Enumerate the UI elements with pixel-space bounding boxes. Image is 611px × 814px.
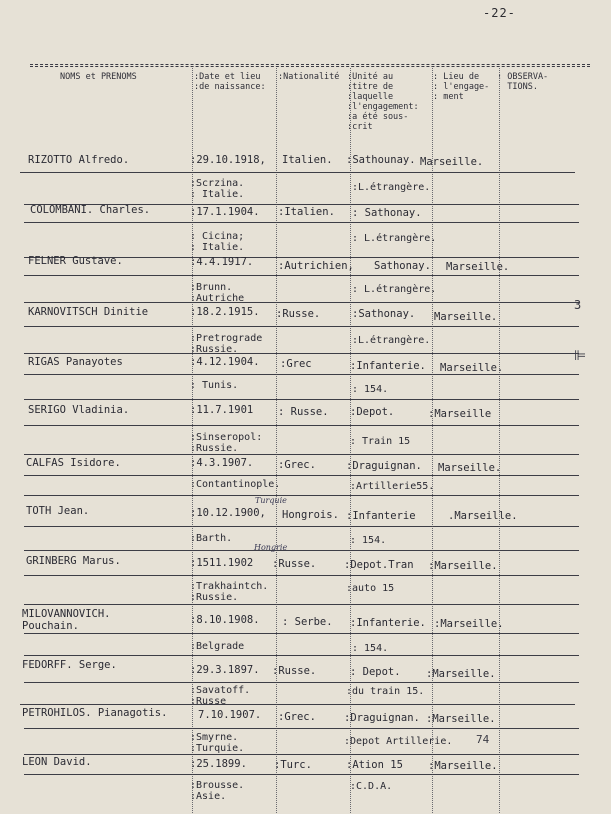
page-number: -22- [483, 6, 516, 20]
record-nationality: :Grec. [278, 459, 316, 471]
record-unit-detail: :C.D.A. [350, 781, 393, 792]
record-birthplace: :Brousse. :Asie. [190, 780, 245, 802]
record-unit-detail: :du train 15. [346, 686, 425, 697]
record-unit-detail: : L.étrangère. [352, 284, 437, 295]
record-unit-detail: :L.étrangère. [352, 182, 431, 193]
record-unit-detail: : 154. [352, 384, 389, 395]
record-birthplace: :Belgrade [190, 641, 245, 652]
record-location: Marseille. [438, 462, 502, 474]
record-name: RIGAS Panayotes [28, 356, 123, 368]
handwritten-annotation: Hongrie [254, 543, 288, 552]
record-date: :4.12.1904. [190, 356, 260, 368]
row-rule [20, 172, 575, 173]
record-unit-detail: :Artillerie55. [350, 481, 435, 492]
record-date: :8.10.1908. [190, 614, 260, 626]
record-nationality: Hongrois. [282, 509, 339, 521]
record-nationality: :Russe. [272, 665, 317, 677]
record-name: TOTH Jean. [26, 505, 90, 517]
record-unit: :Depot. [350, 406, 395, 418]
record-name: CALFAS Isidore. [26, 457, 121, 469]
row-rule [24, 754, 579, 755]
record-name: LEON David. [22, 756, 92, 768]
record-name: RIZOTTO Alfredo. [28, 154, 130, 166]
row-rule [24, 275, 579, 276]
row-rule [24, 425, 579, 426]
record-birthplace: : Tunis. [190, 380, 239, 391]
record-unit-detail: :auto 15 [346, 583, 395, 594]
record-name: GRINBERG Marus. [26, 555, 121, 567]
record-unit: :Draguignan. [344, 712, 420, 724]
record-birthplace: :Pretrograde :Russie. [190, 333, 263, 355]
record-unit: : Sathonay. [352, 207, 422, 219]
record-unit-detail: : 154. [352, 643, 389, 654]
record-name: KARNOVITSCH Dinitie [28, 306, 149, 318]
record-unit: :Infanterie. [350, 360, 426, 372]
record-location: Marseille. [440, 362, 504, 374]
column-separator [499, 68, 500, 813]
header-name: NOMS et PRENOMS [60, 72, 137, 82]
record-date: :11.7.1901 [190, 404, 254, 416]
record-date: :29.10.1918, [190, 154, 266, 166]
record-date: :4.3.1907. [190, 457, 254, 469]
row-rule [20, 704, 575, 705]
record-nationality: :Russe. [276, 308, 321, 320]
record-date: :4.4.1917. [190, 256, 254, 268]
record-nationality: : Russe. [278, 406, 329, 418]
record-unit: :Draguignan. [346, 460, 422, 472]
record-unit: :Sathounay. [346, 154, 416, 166]
row-rule [24, 575, 579, 576]
record-name: FEDORFF. Serge. [22, 659, 117, 671]
record-name: MILOVANNOVICH. Pouchain. [22, 608, 111, 632]
header-top-rule [30, 64, 590, 65]
margin-symbol: ⊫ [574, 348, 587, 364]
record-date: :29.3.1897. [190, 664, 260, 676]
record-birthplace: :Contantinople. [190, 479, 281, 490]
record-birthplace: :Scrzina. : Italie. [190, 178, 245, 200]
row-rule [24, 374, 579, 375]
record-nationality: :Grec [280, 358, 312, 370]
record-unit: :Sathonay. [352, 308, 416, 320]
record-birthplace: :Trakhaintch. :Russie. [190, 581, 269, 603]
handwritten-mark: 74 [476, 733, 490, 746]
record-unit-detail: :Depot Artillerie. [344, 736, 453, 747]
record-date: 7.10.1907. [198, 709, 262, 721]
record-location: Marseille. [434, 311, 498, 323]
record-location: :Marseille. [434, 618, 504, 630]
record-date: :18.2.1915. [190, 306, 260, 318]
record-birthplace: : Cicina; : Italie. [190, 231, 245, 253]
record-location: Marseille. [420, 156, 484, 168]
record-name: PETROHILOS. Pianagotis. [22, 707, 168, 719]
record-unit-detail: :L.étrangère. [352, 335, 431, 346]
row-rule [24, 302, 579, 303]
row-rule [24, 774, 579, 775]
row-rule [24, 604, 579, 605]
row-rule [24, 326, 579, 327]
record-unit: :Infanterie. [350, 617, 426, 629]
column-separator [276, 68, 277, 813]
record-nationality: :Autrichien, [278, 260, 354, 272]
header-birth: :Date et lieu :de naissance: [194, 72, 266, 92]
row-rule [24, 526, 579, 527]
record-unit-detail: : 154. [350, 535, 387, 546]
record-location: :Marseille. [428, 760, 498, 772]
record-birthplace: :Sinseropol: :Russie. [190, 432, 263, 454]
row-rule [24, 222, 579, 223]
record-date: :17.1.1904. [190, 206, 260, 218]
record-nationality: :Turc. [274, 759, 312, 771]
record-name: SERIGO Vladinia. [28, 404, 130, 416]
record-location: :Marseille [428, 408, 492, 420]
record-location: :Marseille. [426, 668, 496, 680]
header-nationality: :Nationalité [278, 72, 340, 82]
record-nationality: :Russe. [272, 558, 317, 570]
record-unit: :Depot.Tran [344, 559, 414, 571]
record-birthplace: :Brunn. :Autriche [190, 282, 245, 304]
record-unit: :Infanterie [346, 510, 416, 522]
record-nationality: : Serbe. [282, 616, 333, 628]
record-unit-detail: : L.étrangère. [352, 233, 437, 244]
row-rule [24, 454, 579, 455]
row-rule [24, 353, 579, 354]
record-date: :10.12.1900, [190, 507, 266, 519]
row-rule [24, 682, 579, 683]
record-location: :Marseille. [426, 713, 496, 725]
record-unit-detail: : Train 15 [350, 436, 411, 447]
column-separator [432, 68, 433, 813]
margin-mark: 3 [574, 298, 582, 312]
record-birthplace: :Barth. [190, 533, 233, 544]
record-name: COLOMBANI. Charles. [30, 204, 151, 216]
row-rule [24, 475, 579, 476]
record-nationality: :Italien. [278, 206, 335, 218]
record-nationality: Italien. [282, 154, 333, 166]
row-rule [24, 495, 579, 496]
record-location: :Marseille. [428, 560, 498, 572]
record-location: .Marseille. [448, 510, 518, 522]
record-unit: :Ation 15 [346, 759, 403, 771]
record-unit: Sathonay. [374, 260, 431, 272]
header-unit: :Unité au :titre de :laquelle :l'engagement: :a été sous- :crit [347, 72, 419, 132]
header-place: : Lieu de : l'engage- : ment [433, 72, 490, 102]
record-birthplace: :Smyrne. :Turquie. [190, 732, 245, 754]
row-rule [24, 550, 579, 551]
record-location: Marseille. [446, 261, 510, 273]
record-date: :1511.1902 [190, 557, 254, 569]
row-rule [24, 655, 579, 656]
record-name: FELNER Gustave. [28, 255, 123, 267]
record-unit: : Depot. [350, 666, 401, 678]
record-nationality: :Grec. [278, 711, 316, 723]
record-birthplace: :Savatoff. :Russe [190, 685, 251, 707]
handwritten-annotation: Turquie [255, 496, 287, 505]
row-rule [24, 728, 579, 729]
row-rule [24, 399, 579, 400]
row-rule [24, 633, 579, 634]
record-date: :25.1899. [190, 758, 247, 770]
header-observations: : OBSERVA- TIONS. [497, 72, 549, 92]
header-top-rule-2 [30, 66, 590, 67]
